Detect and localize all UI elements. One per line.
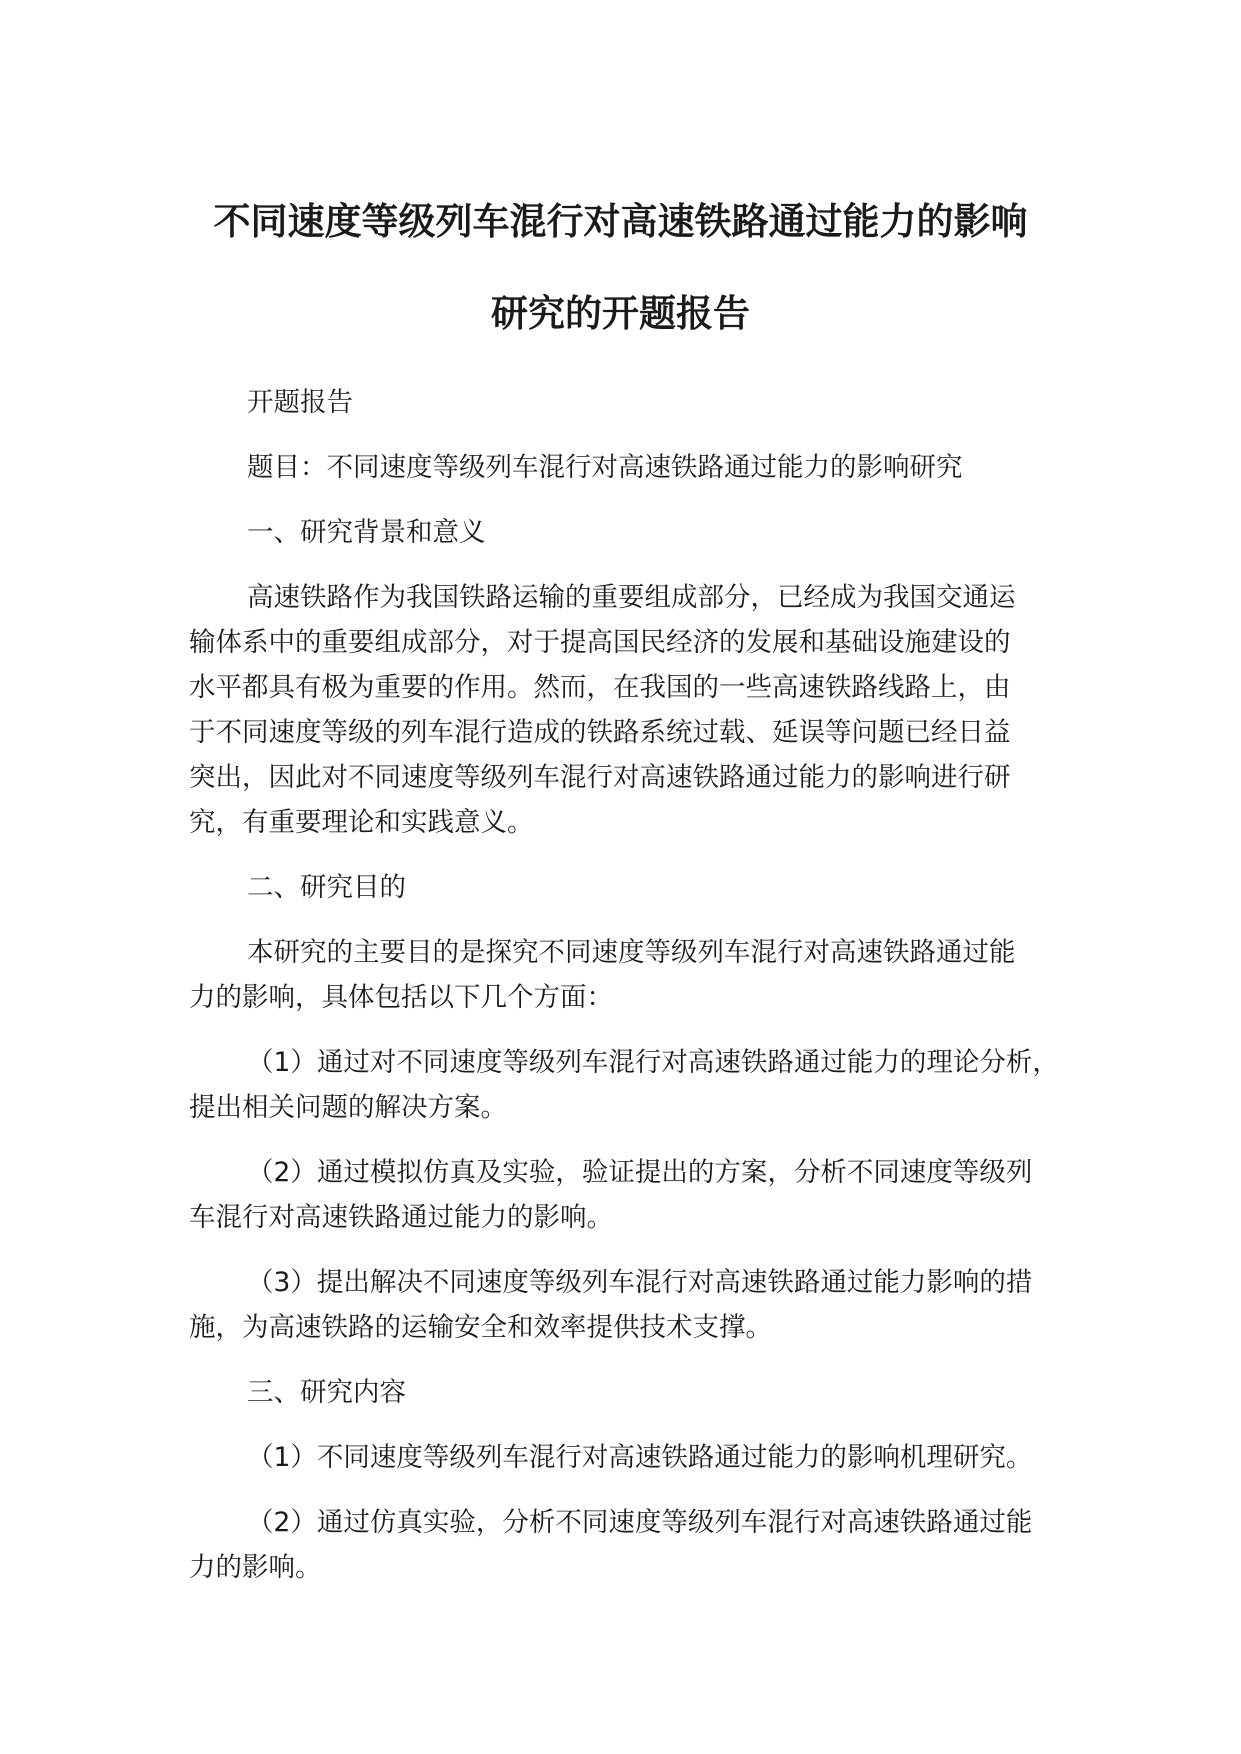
text-line: 突出，因此对不同速度等级列车混行对高速铁路通过能力的影响进行研 xyxy=(189,762,1011,793)
paragraph-background xyxy=(189,575,1059,845)
text-line: 开题报告 xyxy=(247,387,353,418)
text-line: 施，为高速铁路的运输安全和效率提供技术支撑。 xyxy=(189,1312,772,1343)
document-body xyxy=(189,380,1059,1610)
document-title xyxy=(120,176,1121,360)
section-heading-purpose xyxy=(189,865,1059,910)
text-line: 于不同速度等级的列车混行造成的铁路系统过载、延误等问题已经日益 xyxy=(189,717,1011,748)
list-item-content-2 xyxy=(189,1500,1059,1590)
section-heading-content xyxy=(189,1370,1059,1415)
title-line: 研究的开题报告 xyxy=(491,292,750,335)
text-line: 题目：不同速度等级列车混行对高速铁路通过能力的影响研究 xyxy=(247,452,963,483)
text-line: 输体系中的重要组成部分，对于提高国民经济的发展和基础设施建设的 xyxy=(189,627,1011,658)
text-line: 提出相关问题的解决方案。 xyxy=(189,1092,507,1123)
text-line: （1）不同速度等级列车混行对高速铁路通过能力的影响机理研究。 xyxy=(247,1442,1033,1473)
list-item-purpose-3 xyxy=(189,1260,1059,1350)
list-item-purpose-2 xyxy=(189,1150,1059,1240)
text-line: （2）通过仿真实验，分析不同速度等级列车混行对高速铁路通过能 xyxy=(247,1507,1033,1538)
list-item-content-1 xyxy=(189,1435,1059,1480)
text-line: （2）通过模拟仿真及实验，验证提出的方案，分析不同速度等级列 xyxy=(247,1157,1033,1188)
text-line: （3）提出解决不同速度等级列车混行对高速铁路通过能力影响的措 xyxy=(247,1267,1033,1298)
text-line: 高速铁路作为我国铁路运输的重要组成部分，已经成为我国交通运 xyxy=(247,582,1016,613)
text-line: 力的影响。 xyxy=(189,1552,322,1583)
text-line: 一、研究背景和意义 xyxy=(247,517,486,548)
text-line: 究，有重要理论和实践意义。 xyxy=(189,807,534,838)
list-item-purpose-1 xyxy=(189,1040,1059,1130)
text-line: 水平都具有极为重要的作用。然而，在我国的一些高速铁路线路上，由 xyxy=(189,672,1011,703)
text-line: 力的影响，具体包括以下几个方面： xyxy=(189,982,613,1013)
title-line: 不同速度等级列车混行对高速铁路通过能力的影响 xyxy=(213,200,1028,243)
text-line: （1）通过对不同速度等级列车混行对高速铁路通过能力的理论分析， xyxy=(247,1047,1059,1078)
text-line: 三、研究内容 xyxy=(247,1377,406,1408)
text-line: 二、研究目的 xyxy=(247,872,406,903)
paragraph-report-label xyxy=(189,380,1059,425)
text-line: 本研究的主要目的是探究不同速度等级列车混行对高速铁路通过能 xyxy=(247,937,1016,968)
section-heading-background xyxy=(189,510,1059,555)
paragraph-purpose xyxy=(189,930,1059,1020)
text-line: 车混行对高速铁路通过能力的影响。 xyxy=(189,1202,613,1233)
paragraph-topic xyxy=(189,445,1059,490)
